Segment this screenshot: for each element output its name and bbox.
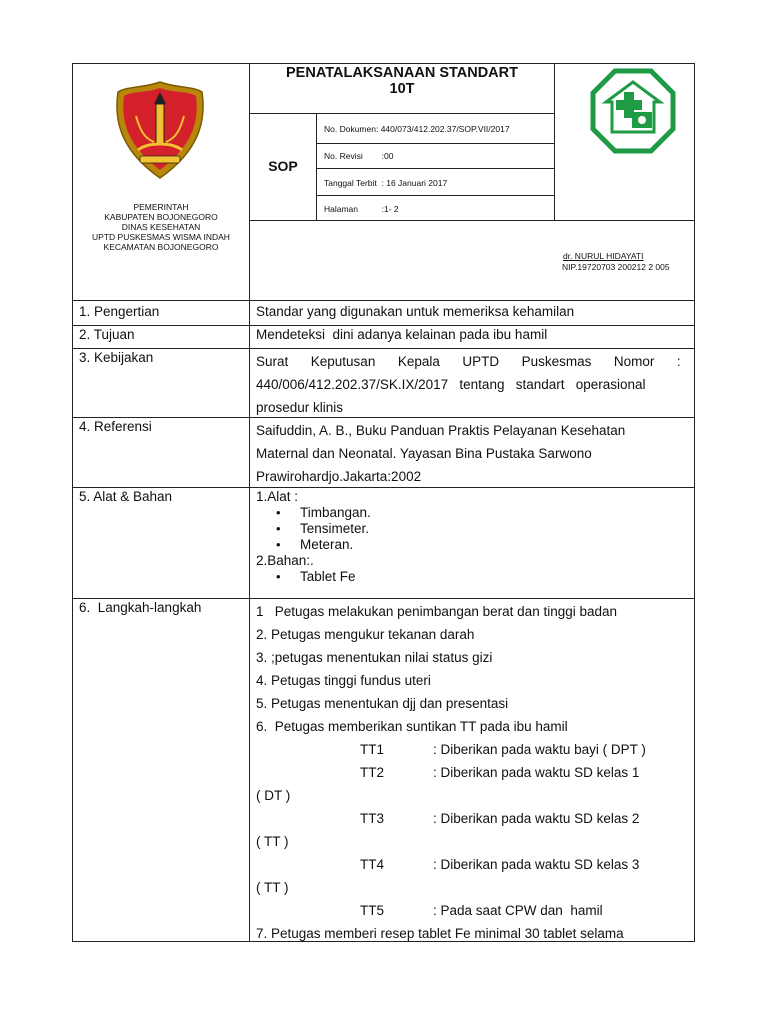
tt-row bbox=[256, 761, 690, 784]
step-7: 7. Petugas memberi resep tablet Fe minimal 30 tablet selama bbox=[256, 926, 624, 941]
doc-number: No. Dokumen: 440/073/412.202.37/SOP.VII/2017 bbox=[324, 124, 510, 134]
puskesmas-logo-icon bbox=[590, 68, 676, 154]
langkah-content bbox=[256, 600, 690, 945]
page-number: Halaman :1- 2 bbox=[324, 204, 399, 214]
tt-desc: : Diberikan pada waktu bayi ( DPT ) bbox=[433, 742, 646, 757]
step-2: 2. Petugas mengukur tekanan darah bbox=[256, 627, 475, 642]
step-3: 3. ;petugas menentukan nilai status gizi bbox=[256, 650, 493, 665]
emblem-icon bbox=[114, 80, 206, 180]
signer-name: dr. NURUL HIDAYATI bbox=[563, 251, 644, 261]
text-pengertian: Standar yang digunakan untuk memeriksa kehamilan bbox=[256, 304, 575, 319]
tt-cont: ( TT ) bbox=[256, 834, 289, 849]
tt-row bbox=[256, 738, 690, 761]
step-6: 6. Petugas memberikan suntikan TT pada ibu hamil bbox=[256, 719, 568, 734]
revision-number: No. Revisi :00 bbox=[324, 151, 394, 161]
tt-row bbox=[256, 807, 690, 830]
list-item: • Tensimeter. bbox=[256, 521, 690, 537]
tt-cont: ( DT ) bbox=[256, 788, 291, 803]
step-4: 4. Petugas tinggi fundus uteri bbox=[256, 673, 431, 688]
bojonegoro-emblem bbox=[114, 80, 206, 180]
list-item: • Tablet Fe bbox=[256, 569, 690, 585]
org-name: PEMERINTAH KABUPATEN BOJONEGORO DINAS KESEHATAN UPTD PUSKESMAS WISMA INDAH KECAMATAN BOJONEGORO bbox=[92, 202, 230, 252]
label-langkah: 6. Langkah-langkah bbox=[79, 600, 202, 615]
tt-code: TT2 bbox=[360, 765, 385, 780]
tt-desc: : Pada saat CPW dan hamil bbox=[433, 903, 603, 918]
list-item: • Timbangan. bbox=[256, 505, 690, 521]
label-kebijakan: 3. Kebijakan bbox=[79, 350, 154, 365]
page-title: PENATALAKSANAAN STANDART 10T bbox=[286, 65, 518, 97]
tt-code: TT1 bbox=[360, 742, 385, 757]
tt-code: TT4 bbox=[360, 857, 385, 872]
text-referensi: Saifuddin, A. B., Buku Panduan Praktis Pelayanan Kesehatan Maternal dan Neonatal. Yayasan Bina Pustaka Sarwono Prawirohardjo.Jakarta:2002 bbox=[256, 423, 626, 484]
issue-date: Tanggal Terbit : 16 Januari 2017 bbox=[324, 178, 448, 188]
tt-desc: : Diberikan pada waktu SD kelas 3 bbox=[433, 857, 640, 872]
signer-nip: NIP.19720703 200212 2 005 bbox=[562, 262, 670, 272]
label-referensi: 4. Referensi bbox=[79, 419, 152, 434]
label-alat-bahan: 5. Alat & Bahan bbox=[79, 489, 173, 504]
step-5: 5. Petugas menentukan djj dan presentasi bbox=[256, 696, 509, 711]
text-kebijakan: Surat Keputusan Kepala UPTD Puskesmas Nomor : 440/006/412.202.37/SK.IX/2017 tentang standart operasional prosedur klinis bbox=[256, 354, 681, 415]
label-pengertian: 1. Pengertian bbox=[79, 304, 160, 319]
tt-desc: : Diberikan pada waktu SD kelas 2 bbox=[433, 811, 640, 826]
bahan-list bbox=[256, 569, 690, 585]
tt-row bbox=[256, 899, 690, 922]
step-1: 1 Petugas melakukan penimbangan berat dan tinggi badan bbox=[256, 604, 618, 619]
label-tujuan: 2. Tujuan bbox=[79, 327, 135, 342]
alat-heading: 1.Alat : bbox=[256, 489, 299, 504]
sop-label: SOP bbox=[268, 158, 298, 174]
list-item: • Meteran. bbox=[256, 537, 690, 553]
tt-code: TT5 bbox=[360, 903, 385, 918]
alat-bahan-content bbox=[256, 489, 690, 585]
text-tujuan: Mendeteksi dini adanya kelainan pada ibu hamil bbox=[256, 327, 548, 342]
alat-list bbox=[256, 505, 690, 553]
tt-row bbox=[256, 853, 690, 876]
tt-cont: ( TT ) bbox=[256, 880, 289, 895]
tt-desc: : Diberikan pada waktu SD kelas 1 bbox=[433, 765, 640, 780]
bahan-heading: 2.Bahan:. bbox=[256, 553, 314, 568]
puskesmas-logo bbox=[590, 68, 676, 154]
tt-code: TT3 bbox=[360, 811, 385, 826]
